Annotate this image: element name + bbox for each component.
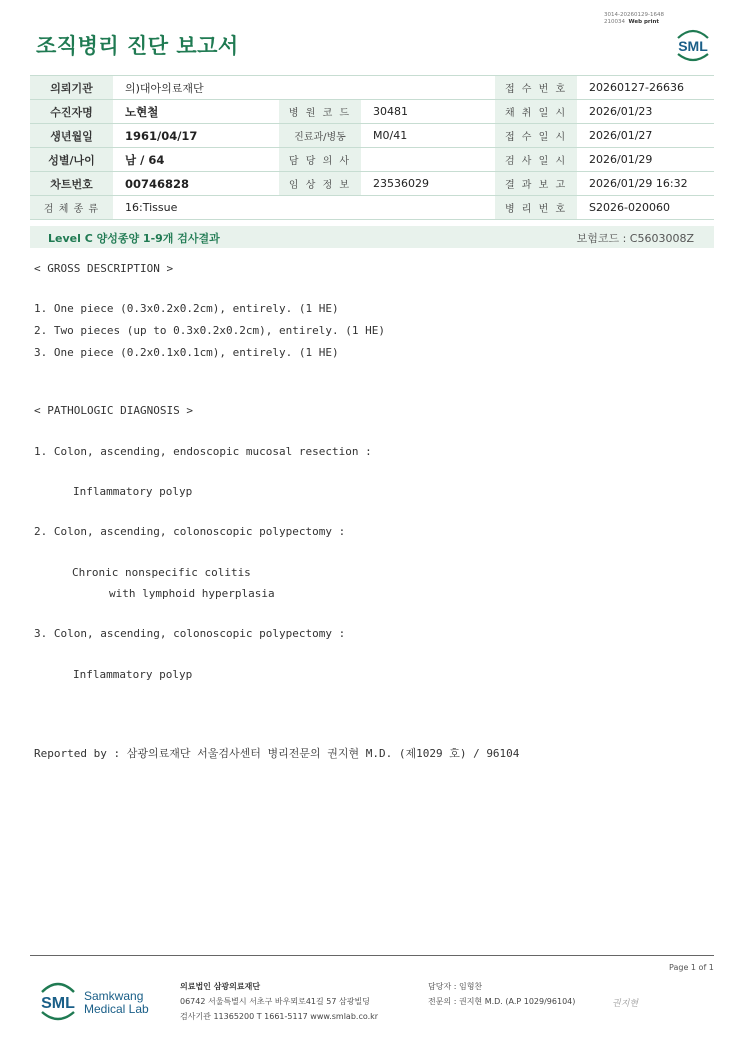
footer-staff-name: 담당자 : 임형찬	[428, 982, 483, 991]
web-print-stamp	[604, 12, 664, 26]
label-collection-date: 채 취 일 시	[495, 100, 577, 124]
test-level-bar	[30, 226, 714, 248]
pathologic-diagnosis-heading: < PATHOLOGIC DIAGNOSIS >	[34, 404, 193, 417]
logo-name-line2: Medical Lab	[84, 1002, 149, 1016]
diagnosis-result-detail: with lymphoid hyperplasia	[109, 587, 275, 600]
reported-by: Reported by : 삼광의료재단 서울검사센터 병리전문의 권지현 M.D. (제1029 호) / 96104	[34, 747, 520, 760]
footer-specialist: 전문의 : 권지현 M.D. (A.P 1029/96104)	[428, 997, 576, 1006]
department-ward-value: M0/41	[361, 124, 495, 148]
diagnosis-result: Inflammatory polyp	[73, 485, 193, 498]
footer-org-name: 의료법인 삼광의료재단	[180, 982, 261, 991]
footer-divider	[30, 955, 714, 956]
diagnosis-result: Chronic nonspecific colitis	[72, 566, 251, 579]
collection-date-value: 2026/01/23	[577, 100, 714, 124]
diagnosis-result: Inflammatory polyp	[73, 668, 193, 681]
info-row	[30, 124, 714, 148]
gross-item: 2. Two pieces (up to 0.3x0.2x0.2cm), entirely. (1 HE)	[34, 324, 385, 337]
label-accession-number: 접 수 번 호	[495, 76, 577, 100]
diagnosis-site: 2. Colon, ascending, colonoscopic polypectomy :	[34, 525, 346, 538]
label-clinical-info: 임 상 정 보	[279, 172, 361, 196]
logo-name-line1: Samkwang	[84, 989, 144, 1003]
label-specimen-type: 검 체 종 류	[30, 196, 113, 220]
footer-staff	[428, 979, 575, 1009]
label-pathology-number: 병 리 번 호	[495, 196, 577, 220]
gross-description-heading: < GROSS DESCRIPTION >	[34, 262, 174, 275]
sml-logo-icon	[672, 26, 714, 62]
chart-number-value: 00746828	[113, 172, 279, 196]
requesting-institution-value: 의)대아의료재단	[113, 76, 495, 100]
diagnosis-site: 3. Colon, ascending, colonoscopic polypectomy :	[34, 627, 346, 640]
label-received-date: 접 수 일 시	[495, 124, 577, 148]
pathology-number-value: S2026-020060	[577, 196, 714, 220]
web-print-id2: 210034	[604, 19, 625, 25]
test-date-value: 2026/01/29	[577, 148, 714, 172]
label-birth-date: 생년월일	[30, 124, 113, 148]
svg-text:SML: SML	[41, 995, 75, 1012]
gross-item: 1. One piece (0.3x0.2x0.2cm), entirely. (1 HE)	[34, 302, 339, 315]
specialist-signature: 권지현	[612, 999, 639, 1009]
info-row	[30, 100, 714, 124]
footer-organization	[180, 979, 378, 1024]
label-attending-doctor: 담 당 의 사	[279, 148, 361, 172]
label-department-ward: 진료과/병동	[279, 124, 361, 148]
attending-doctor-value	[361, 148, 495, 172]
report-title: 조직병리 진단 보고서	[36, 34, 239, 58]
insurance-code: 보험코드 : C5603008Z	[576, 232, 694, 245]
info-row	[30, 148, 714, 172]
web-print-id: 3014-20260129-1648	[604, 12, 664, 18]
gross-item: 3. One piece (0.2x0.1x0.1cm), entirely. (1 HE)	[34, 346, 339, 359]
label-test-date: 검 사 일 시	[495, 148, 577, 172]
label-patient-name: 수진자명	[30, 100, 113, 124]
label-hospital-code: 병 원 코 드	[279, 100, 361, 124]
label-sex-age: 성별/나이	[30, 148, 113, 172]
accession-number-value: 20260127-26636	[577, 76, 714, 100]
sml-logo-icon	[36, 978, 80, 1024]
info-row	[30, 76, 714, 100]
footer-address: 06742 서울특별시 서초구 바우뫼로41길 57 삼광빌딩	[180, 997, 370, 1006]
label-chart-number: 차트번호	[30, 172, 113, 196]
received-date-value: 2026/01/27	[577, 124, 714, 148]
label-result-report: 결 과 보 고	[495, 172, 577, 196]
patient-info-table	[30, 75, 714, 220]
footer-contact: 검사기관 11365200 T 1661-5117 www.smlab.co.kr	[180, 1012, 379, 1021]
hospital-code-value: 30481	[361, 100, 495, 124]
clinical-info-value: 23536029	[361, 172, 495, 196]
page-number: Page 1 of 1	[669, 963, 714, 972]
result-report-value: 2026/01/29 16:32	[577, 172, 714, 196]
samkwang-logo	[36, 978, 166, 1028]
patient-name-value: 노현철	[113, 100, 279, 124]
specimen-type-value: 16:Tissue	[113, 196, 495, 220]
test-level-title: Level C 양성종양 1-9개 검사결과	[48, 232, 220, 245]
diagnosis-site: 1. Colon, ascending, endoscopic mucosal resection :	[34, 445, 372, 458]
info-row	[30, 172, 714, 196]
svg-text:SML: SML	[678, 38, 708, 54]
label-requesting-institution: 의뢰기관	[30, 76, 113, 100]
web-print-label: Web print	[628, 19, 660, 25]
birth-date-value: 1961/04/17	[113, 124, 279, 148]
sex-age-value: 남 / 64	[113, 148, 279, 172]
info-row	[30, 196, 714, 220]
